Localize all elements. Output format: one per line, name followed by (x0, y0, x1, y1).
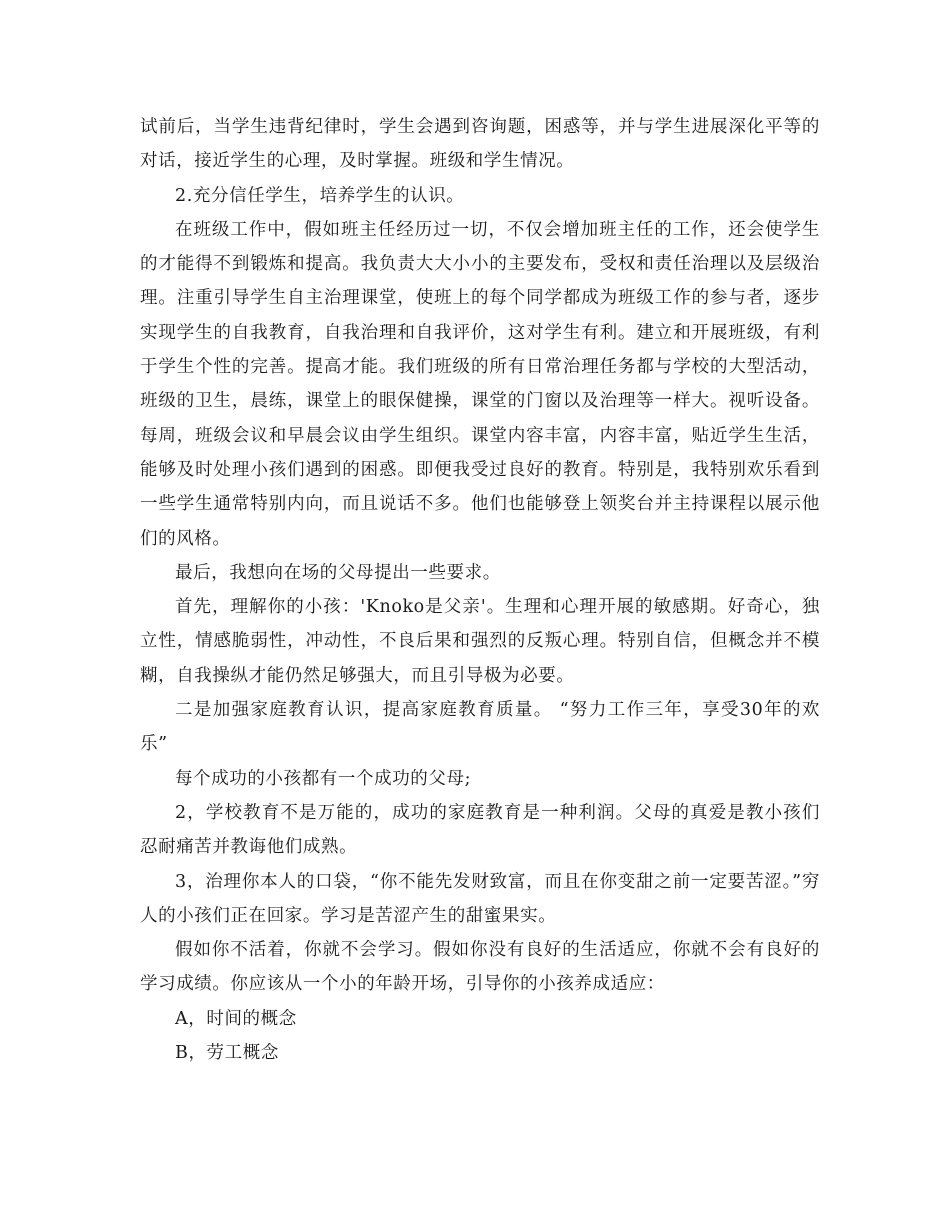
paragraph-9: 3，治理你本人的口袋，“你不能先发财致富，而且在你变甜之前一定要苦涩。”穷人的小孩们正在回家。学习是苦涩产生的甜蜜果实。 (140, 871, 820, 926)
document-body (140, 110, 820, 1070)
paragraph-8: 2，学校教育不是万能的，成功的家庭教育是一种利润。父母的真爱是教小孩们忍耐痛苦并教诲他们成熟。 (140, 802, 820, 858)
list-item-b: B，劳工概念 (175, 1043, 279, 1064)
paragraph-7: 每个成功的小孩都有一个成功的父母; (175, 768, 472, 789)
paragraph-10: 假如你不活着，你就不会学习。假如你没有良好的生活适应，你就不会有良好的学习成绩。你应该从一个小的年龄开场，引导你的小孩养成适应： (140, 940, 820, 995)
paragraph-4: 最后，我想向在场的父母提出一些要求。 (175, 562, 501, 583)
paragraph-3: 在班级工作中，假如班主任经历过一切，不仅会增加班主任的工作，还会使学生的才能得不到锻炼和提高。我负责大大小小的主要发布，受权和责任治理以及层级治理。注重引导学生自主治理课堂，使班上的每个同学都成为班级工作的参与者，逐步实现学生的自我教育，自我治理和自我评价，这对学生有利。建立和开展班级，有利于学生个性的完善。提高才能。我们班级的所有日常治理任务都与学校的大型活动，班级的卫生，晨练，课堂上的眼保健操，课堂的门窗以及治理等一样大。视听设备。每周，班级会议和早晨会议由学生组织。课堂内容丰富，内容丰富，贴近学生生活，能够及时处理小孩们遇到的困惑。即便我受过良好的教育。特别是，我特别欢乐看到一些学生通常特别内向，而且说话不多。他们也能够登上领奖台并主持课程以展示他们的风格。 (140, 219, 820, 549)
paragraph-1: 试前后，当学生违背纪律时，学生会遇到咨询题，困惑等，并与学生进展深化平等的对话，接近学生的心理，及时掌握。班级和学生情况。 (140, 117, 820, 172)
paragraph-5: 首先，理解你的小孩：'Knoko是父亲'。生理和心理开展的敏感期。好奇心，独立性，情感脆弱性，冲动性，不良后果和强烈的反叛心理。特别自信，但概念并不模糊，自我操纵才能仍然足够强大，而且引导极为必要。 (140, 597, 820, 686)
paragraph-6: 二是加强家庭教育认识，提高家庭教育质量。 “努力工作三年，享受30年的欢乐” (140, 700, 820, 755)
paragraph-2: 2.充分信任学生，培养学生的认识。 (175, 185, 465, 206)
list-item-a: A，时间的概念 (175, 1008, 297, 1029)
